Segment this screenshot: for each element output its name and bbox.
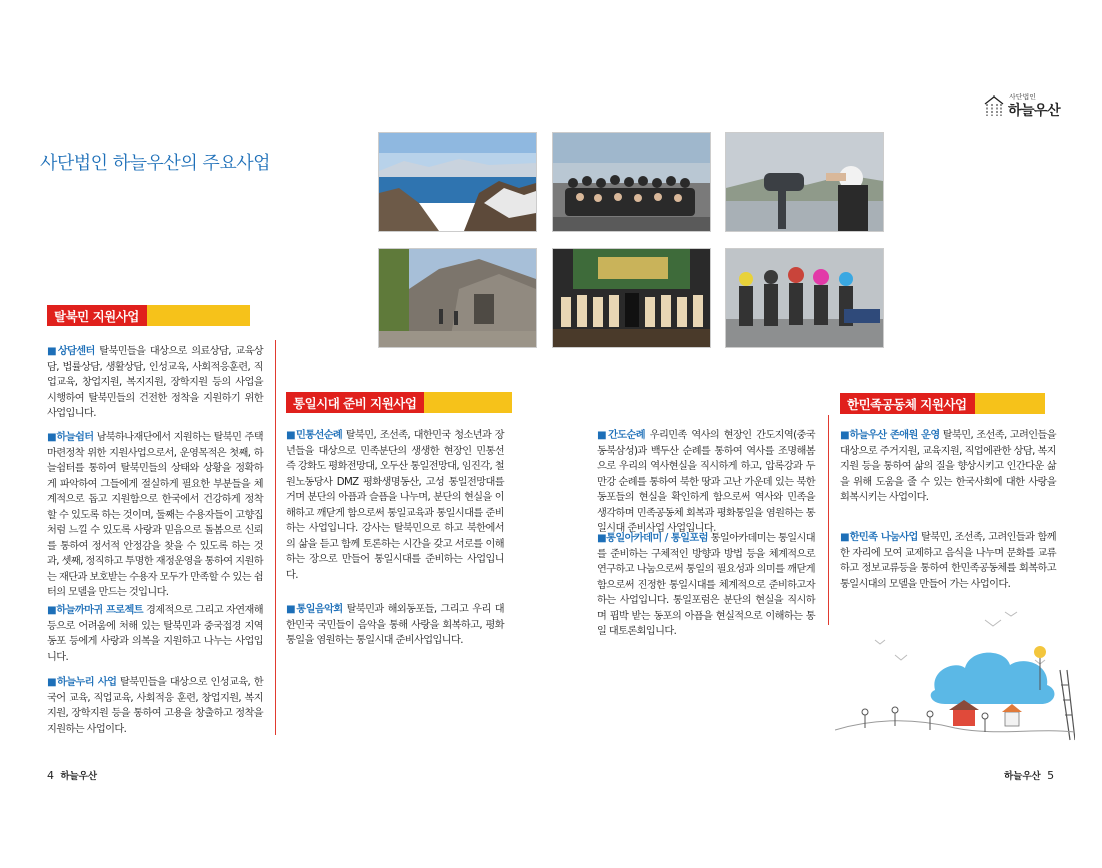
stage-choir-photo <box>552 248 711 348</box>
paragraph-body: 탈북민들을 대상으로 의료상담, 교육상담, 법률상담, 생활상담, 인성교육, 사회적응훈련, 직업교육, 창업지원, 복지지원, 장학지원 등의 사업을 시행하여 탈북민들의 건전한 정착을 지원하기 위한 사업입니다. <box>47 346 263 419</box>
paragraph-lead: ■한민족 나눔사업 <box>840 532 918 543</box>
paragraph-lead: ■하늘누리 사업 <box>47 677 117 688</box>
paragraph-body: 탈북민, 조선족, 고려인들을 대상으로 주거지원, 교육지원, 직업에관한 상담, 복지지원 등을 통하여 삶의 질을 향상시키고 인간다운 삶을 위해 도움을 줄 수 있는 한국사회에 대한 사랑을 회복시키는 사업이다. <box>840 430 1056 503</box>
defector-support-tag <box>47 305 250 326</box>
paragraph-body: 통일아카데미는 통일시대를 준비하는 구체적인 방향과 방법 등을 체계적으로 연구하고 나눔으로써 통일의 필요성과 의미를 깨닫게 함으로써 진정한 통일시대를 체계적으로 준비하고자 하는 사업입니다. 통일포럼은 분단의 현실을 직시하며 핍박 받는 동포의 아픔을 현실적으로 이해하는 통일 대토론회입니다. <box>597 533 815 637</box>
paragraph-body: 탈북민들을 대상으로 인성교육, 한국어 교육, 직업교육, 사회적응 훈련, 창업지원, 복지지원, 장학지원 등을 통하여 고용을 창출하고 정착을 지원하는 사업이다. <box>47 677 263 735</box>
page-number: 5 <box>1047 769 1055 782</box>
paragraph-body: 우리민족 역사의 현장인 간도지역(중국 동북삼성)과 백두산 순례를 통하여 역사를 조명해봄으로 우리의 역사현실을 직시하게 하고, 압록강과 두만강 순례를 통하여 북한 땅과 고난 가운데 있는 북한 동포들의 현실을 확인하게 함으로써 역사와 민족을 생각하며 민족공동체 회복과 평화통일을 염원하는 통일시대 준비사업 사업입니다. <box>597 430 815 534</box>
community-center-paragraph <box>840 428 1056 506</box>
counseling-center-paragraph <box>47 344 263 422</box>
swallow-project-paragraph <box>47 603 263 665</box>
column-divider <box>275 340 276 735</box>
publication-name: 하늘우산 <box>60 771 98 782</box>
logo-brand-text: 하늘우산 <box>1008 103 1061 119</box>
paragraph-body: 남북하나재단에서 지원하는 탈북민 주택 마련정착 위한 지원사업으로서, 운영목적은 첫째, 하늘쉼터를 통하여 탈북민들의 상태와 상황을 정확하게 파악하여 그들에게 절실하게 필요한 부분들을 체계적으로 돕고 지원함으로 한국에서 건강하게 정착할 수 있도록 하는 것이며, 둘째는 수용자들이 고향집처럼 느낄 수 있도록 사랑과 믿음으로 돌봄으로 신뢰를 통하여 정서적 안정감을 찾을 수 있도록 하는 것과, 셋째, 정직하고 투명한 재정운영을 통하여 지원하는 재단과 보호받는 수용자 모두가 만족할 수 있는 쉼터의 모델을 만드는 것입니다. <box>47 432 263 598</box>
paragraph-lead: ■통일아카데미 / 통일포럼 <box>597 533 708 544</box>
left-page-footer <box>47 768 97 782</box>
gando-pilgrimage-paragraph <box>597 428 815 537</box>
paragraph-lead: ■간도순례 <box>597 430 646 441</box>
paragraph-lead: ■통일음악회 <box>286 604 343 615</box>
shelter-paragraph <box>47 430 263 601</box>
page-number: 4 <box>47 769 54 782</box>
paragraph-lead: ■하늘쉼터 <box>47 432 94 443</box>
unification-academy-paragraph <box>597 531 815 640</box>
paragraph-body: 탈북민과 해외동포들, 그리고 우리 대한민국 국민들이 음악을 통해 사랑을 회복하고, 평화통일을 염원하는 통일시대 준비사업입니다. <box>286 604 504 646</box>
section-title: 한민족공동체 지원사업 <box>840 393 975 414</box>
cloud-village-illustration <box>835 600 1075 750</box>
korean-community-tag <box>840 393 1045 414</box>
paragraph-lead: ■하늘우산 존애원 운영 <box>840 430 940 441</box>
logo-small-text: 사단법인 <box>1009 93 1037 101</box>
paragraph-lead: ■민통선순례 <box>286 430 343 441</box>
section-title: 탈북민 지원사업 <box>47 305 147 326</box>
binoculars-photo <box>725 132 884 232</box>
hanul-usan-logo <box>983 92 1078 122</box>
paragraph-body: 경제적으로 그리고 자연재해 등으로 어려움에 처해 있는 탈북민과 중국접경 지역동포 등에게 사랑과 의복을 지원하고 나누는 사업입니다. <box>47 605 263 663</box>
paragraph-body: 탈북민, 조선족, 고려인들과 함께 한 자리에 모여 교제하고 음식을 나누며 문화를 교류하고 정보교류등을 통하여 한민족공동체를 회복하고 통일시대의 모델을 만들어 가는 사업이다. <box>840 532 1056 590</box>
korean-sharing-paragraph <box>840 530 1056 592</box>
paragraph-body: 탈북민, 조선족, 대한민국 청소년과 장년들을 대상으로 민족분단의 생생한 현장인 민통선 즉 강화도 평화전망대, 오두산 통일전망대, 임진각, 철원노동당사 DMZ 평화생명동산, 고성 통일전망대를 거며 분단의 아픔과 슬픔을 나누며, 분단의 현실을 이해하고 깨닫게 함으로써 통일교육과 통일시대를 준비하는 사업입니다. 강사는 탈북민으로 하고 북한에서의 삶을 듣고 함께 토론하는 시간을 갖고 서로를 이해하는 장으로 만들어 통일시대를 준비하는 사업입니다. <box>286 430 504 581</box>
right-page-footer <box>1004 768 1054 782</box>
paragraph-lead: ■상담센터 <box>47 346 95 357</box>
publication-name: 하늘우산 <box>1004 771 1041 782</box>
paragraph-lead: ■하늘까마귀 프로젝트 <box>47 605 143 616</box>
mountain-lake-photo <box>378 132 537 232</box>
umbrella-house-icon <box>983 94 1005 118</box>
sharing-project-paragraph <box>47 675 263 737</box>
ruins-photo <box>378 248 537 348</box>
group-photo <box>552 132 711 232</box>
column-divider <box>828 415 829 625</box>
section-title: 통일시대 준비 지원사업 <box>286 392 424 413</box>
peace-pilgrimage-paragraph <box>286 428 504 583</box>
page-title: 사단법인 하늘우산의 주요사업 <box>40 153 270 174</box>
unification-support-tag <box>286 392 512 413</box>
wig-party-photo <box>725 248 884 348</box>
unification-concert-paragraph <box>286 602 504 649</box>
